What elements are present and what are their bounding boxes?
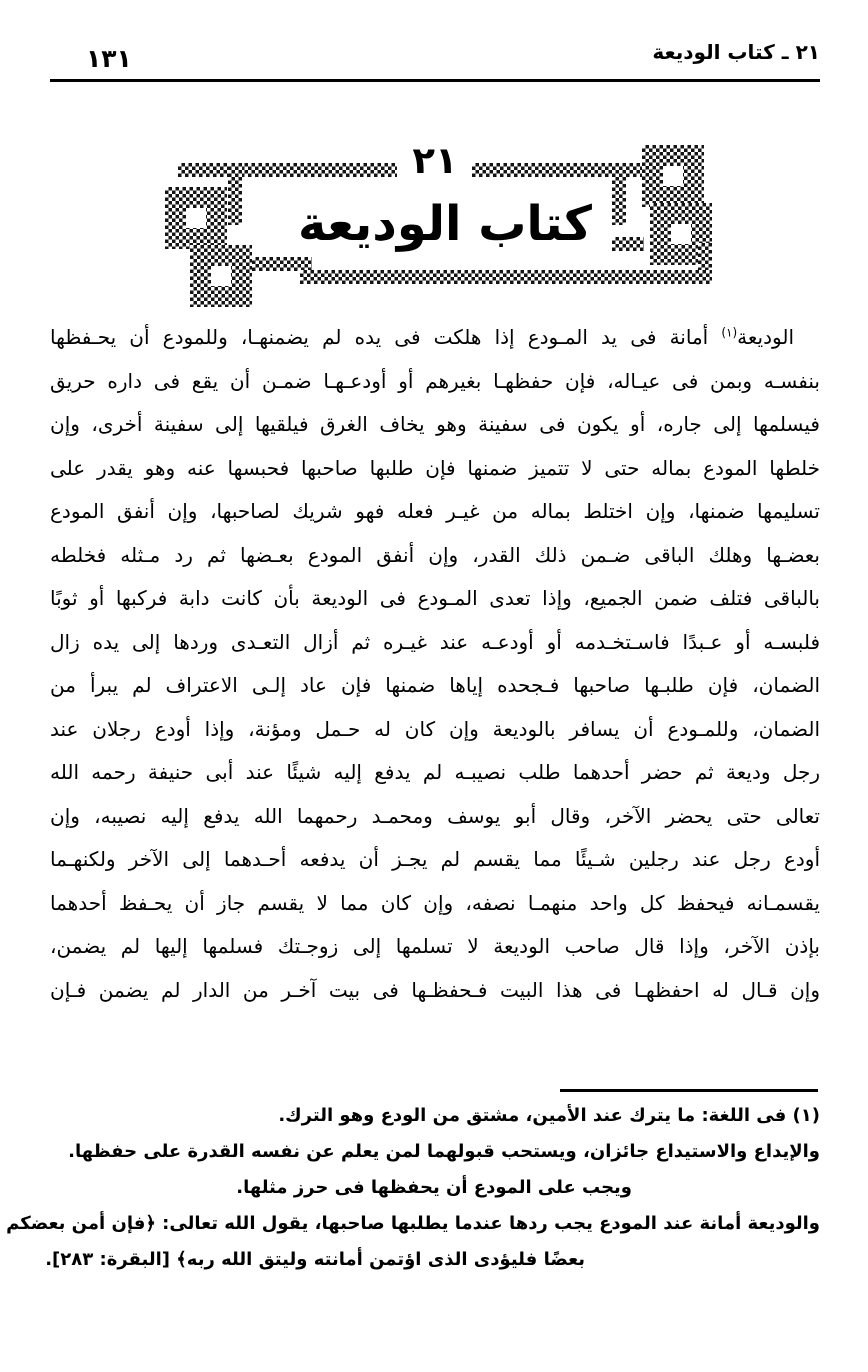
ornament-left-hstub — [252, 257, 312, 271]
ornament-hole — [186, 208, 206, 228]
body-line: فيسلمها إلى جاره، أو يكون فى سفينة وهو يخاف الغرق فيلقيها إلى سفينة أخرى، وإن — [50, 412, 820, 436]
chapter-title: كتاب الوديعة — [298, 196, 592, 252]
chapter-title-frame — [0, 139, 868, 325]
ornament-left-ring-top — [165, 187, 227, 249]
body-line: بعضـها وهلك الباقى ضـمن ذلك القدر، وإن أنفق المودع بعـضها ثم رد مـثله فخلطه — [50, 542, 820, 567]
ornament-hole — [671, 224, 691, 244]
body-line: تسليمها ضمنها، وإن اختلط بماله من غيـر فعله فهو شريك لصاحبها، وإن أنفق المودع — [50, 499, 820, 523]
body-line-text: الوديعة — [737, 325, 794, 349]
body-line-text: أمانة فى يد المـودع إذا هلكت فى يده لم يضمنهـا، وللمودع أن يحـفظها — [50, 325, 722, 349]
ornament-hole — [663, 166, 683, 186]
footnote-ref-marker: (١) — [721, 325, 738, 340]
body-line — [50, 316, 820, 360]
header-rule — [50, 79, 820, 82]
ornament-left-ring-bottom — [190, 245, 252, 307]
body-line: وإن قـال له احفظهـا فى هذا البيت فـحفظـها فى بيت آخـر من الدار لم يضمن فـإن — [50, 977, 820, 1002]
body-line: فلبسـه أو عـبدًا فاسـتخـدمه أو أودعـه عند غيـره ثم أزال التعـدى وردها إلى يده زال — [50, 629, 820, 654]
frame-band-bottom — [300, 270, 712, 284]
footnotes — [6, 1098, 820, 1278]
chapter-number: ٢١ — [412, 139, 458, 182]
body-line: بالباقى فتلف ضمن الجميع، وإذا تعدى المـودع فى الوديعة بأن كانت دابة فركبها أو ثوبًا — [50, 586, 820, 610]
ornament-hole — [211, 266, 231, 286]
footnote-line: ويجب على المودع أن يحفظها فى حرز مثلها. — [236, 1177, 632, 1198]
body-line: الضمان، وللمـودع أن يسافر بالوديعة وإن كان له حـمل ومؤنة، وإذا أودع رجلان عند — [50, 716, 820, 741]
body-line: الضمان، فإن طلبـها صاحبها فـجحده إياها ضمنها فإن عاد إلـى الاعتراف لم يبرأ من — [50, 673, 820, 697]
footnote-line: (١) فى اللغة: ما يترك عند الأمين، مشتق من الودع وهو الترك. — [278, 1105, 820, 1126]
body-line: يقسمـانه فيحفظ كل واحد منهمـا نصفه، وإن كان مما لا يقسم جاز أن يحـفظ أحدهما — [50, 890, 820, 915]
body-line: أودع رجل عند رجلين شـيئًا مما يقسم لم يجـز أن يدفعه أحـدهما إلى الآخر ولكنهـما — [50, 847, 820, 871]
ornament-right-ring-top — [642, 145, 704, 207]
footnote-line: والوديعة أمانة عند المودع يجب ردها عندما يطلبها صاحبها، يقول الله تعالى: ﴿فإن أمن بعضكم — [6, 1213, 820, 1234]
body-line: تعالى حتى يحضر الآخر، وقال أبو يوسف ومحمـد رحمهما الله يدفع إليه نصيبه، وإن — [50, 803, 820, 828]
body-line: بإذن الآخر، وإذا قال صاحب الوديعة لا تسلمها إلى زوجـتك فسلمها إليها لم يضمن، — [50, 934, 820, 958]
footnote-line: بعضًا فليؤدى الذى اؤتمن أمانته وليتق الله ربه﴾ [البقرة: ٢٨٣]. — [45, 1249, 585, 1270]
running-head-chapter: ٢١ ـ كتاب الوديعة — [652, 40, 820, 64]
body-line: بنفسـه وبمن فى عيـاله، فإن حفظهـا بغيرهم أو أودعـهـا ضمـن أن يقع فى داره حريق — [50, 368, 820, 393]
page-number: ١٣١ — [86, 44, 132, 73]
body-line: خلطها المودع بماله حتى لا تتميز ضمنها فإن طلبها صاحبها فحبسها عنه وهو يقدر على — [50, 455, 820, 480]
body-line: رجل وديعة ثم حضر أحدهما طلب نصيبـه لم يدفع إليه شيئًا عند أبى حنيفة رحمه الله — [50, 760, 820, 784]
frame-band-top-right — [178, 163, 397, 177]
ornament-left-vbar — [228, 163, 242, 225]
footnote-line: والإيداع والاستيداع جائزان، ويستحب قبولهما لمن يعلم عن نفسه القدرة على حفظها. — [68, 1141, 820, 1162]
footnote-separator — [560, 1089, 818, 1092]
body-text — [50, 316, 820, 1012]
